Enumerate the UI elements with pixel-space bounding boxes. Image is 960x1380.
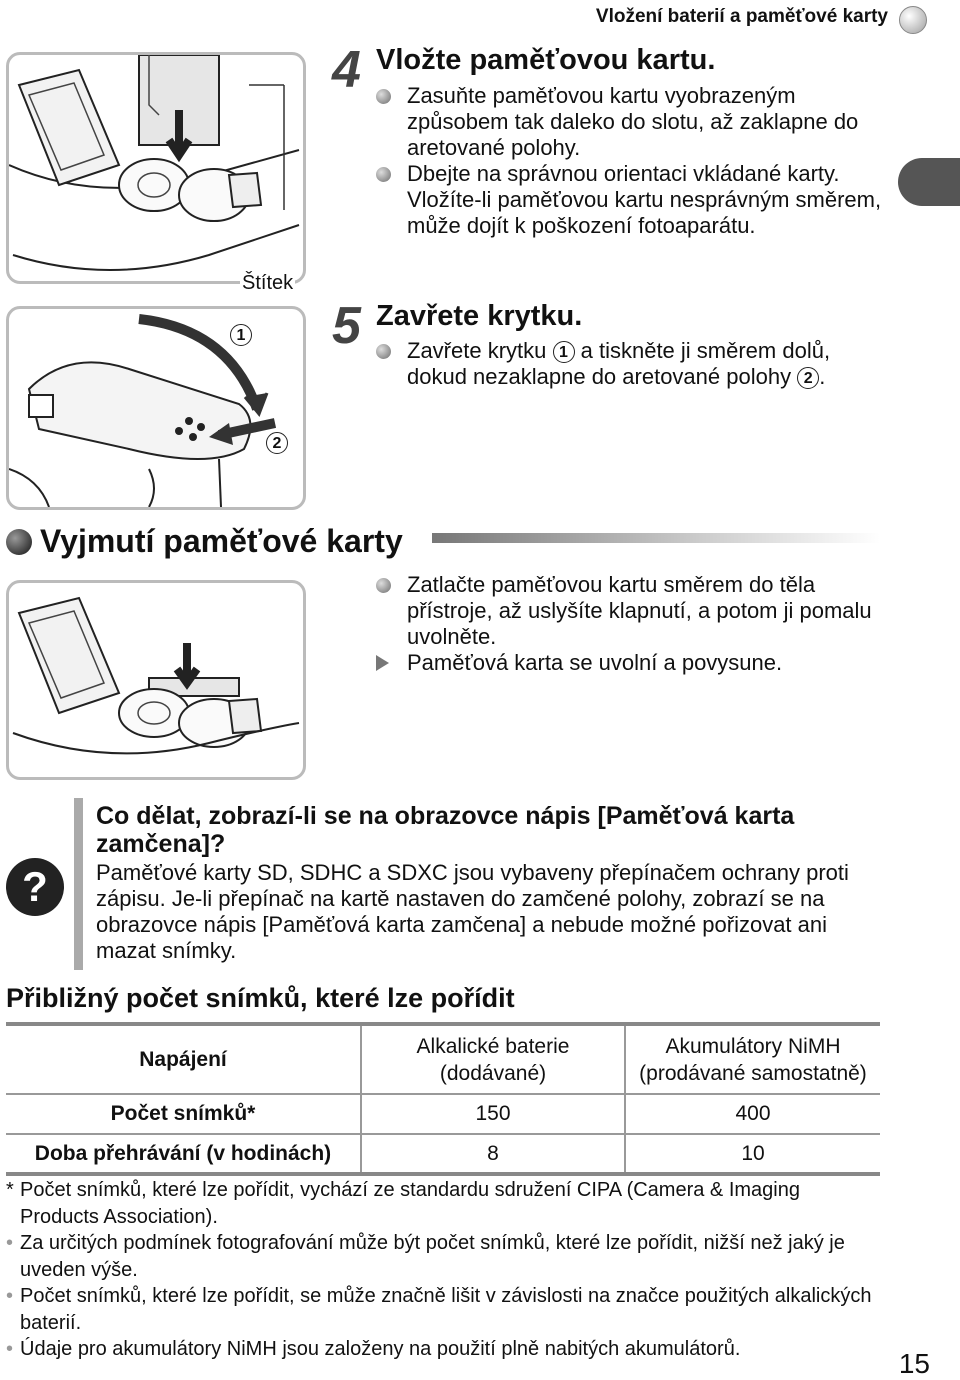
list-item — [376, 338, 886, 390]
result-item: Paměťová karta se uvolní a povysune. — [376, 650, 876, 676]
list-item — [6, 1230, 880, 1283]
step-4-title: Vložte paměťovou kartu. — [376, 44, 716, 76]
list-item: Dbejte na správnou orientaci vkládané karty. Vložíte-li paměťovou kartu nesprávným směrem, může dojít k poškození fotoaparátu. — [376, 161, 886, 239]
col2-line2: (prodávané samostatně) — [639, 1061, 867, 1085]
card-remove-illustration — [6, 580, 306, 780]
shots-table — [6, 1022, 880, 1176]
note-text: Údaje pro akumulátory NiMH jsou založeny na použití plně nabitých akumulátorů. — [20, 1338, 741, 1360]
note-text: Za určitých podmínek fotografování může být počet snímků, které lze pořídit, nižší než jaký je uveden výše. — [20, 1232, 845, 1281]
footnote-star — [6, 1177, 880, 1230]
shots-title: Přibližný počet snímků, které lze pořídit — [6, 983, 515, 1013]
marker-1: 1 — [553, 341, 575, 363]
bullet-mark: • — [6, 1232, 14, 1254]
section-bullet-icon — [6, 529, 32, 555]
col1-line1: Alkalické baterie — [416, 1034, 570, 1058]
faq-title: Co dělat, zobrazí-li se na obrazovce nápis [Paměťová karta zamčena]? — [96, 802, 795, 858]
faq-side-bar — [74, 798, 83, 970]
faq-body: Paměťové karty SD, SDHC a SDXC jsou vybaveny přepínačem ochrany proti zápisu. Je-li přepínač na kartě nastaven do zamčené polohy, zobrazí se na obrazovce nápis [Paměťová karta zamčena] a nebude možné pořizovat ani mazat snímky. — [96, 860, 849, 963]
step-5-text-a: Zavřete krytku — [407, 338, 547, 363]
step-4-bullets — [376, 83, 886, 239]
list-item: Zatlačte paměťovou kartu směrem do těla přístroje, až uslyšíte klapnutí, a potom ji pomalu uvolněte. — [376, 572, 876, 650]
table-cell: 400 — [625, 1094, 880, 1134]
table-row — [6, 1134, 880, 1174]
table-col-header — [361, 1024, 625, 1094]
step-5-title: Zavřete krytku. — [376, 300, 583, 332]
step-5-bullets — [376, 338, 886, 390]
table-cell: 10 — [625, 1134, 880, 1174]
table-cell: Počet snímků* — [6, 1094, 361, 1134]
table-header-label: Napájení — [6, 1024, 361, 1094]
removal-bullets — [376, 572, 876, 676]
illustration-marker-1: 1 — [230, 324, 252, 346]
table-cell: Doba přehrávání (v hodinách) — [6, 1134, 361, 1174]
list-item — [6, 1283, 880, 1336]
label-stitek: Štítek — [242, 272, 294, 294]
header-circle-icon — [899, 6, 927, 34]
step-5-number: 5 — [332, 297, 361, 355]
table-cell: 150 — [361, 1094, 625, 1134]
step-5-text-b: a tiskněte ji směrem dolů, dokud nezaklapne do aretované polohy — [407, 338, 831, 389]
col1-line2: (dodávané) — [439, 1061, 547, 1085]
chapter-tab — [898, 158, 960, 206]
close-cover-illustration — [6, 306, 306, 510]
table-row — [6, 1094, 880, 1134]
footnote-text: Počet snímků, které lze pořídit, vychází ze standardu sdružení CIPA (Camera & Imaging Products Association). — [20, 1179, 800, 1228]
section-title-removal: Vyjmutí paměťové karty — [40, 523, 403, 559]
note-text: Počet snímků, které lze pořídit, se může značně lišit v závislosti na značce použitých alkalických baterií. — [20, 1285, 872, 1334]
marker-2: 2 — [797, 367, 819, 389]
question-icon: ? — [6, 858, 64, 916]
bullet-mark: • — [6, 1285, 14, 1307]
step-5-text-c: . — [819, 364, 826, 389]
step-4-number: 4 — [332, 41, 361, 99]
footnotes — [6, 1177, 880, 1363]
star-mark: * — [6, 1179, 14, 1201]
page-header-title: Vložení baterií a paměťové karty — [595, 6, 888, 27]
bullet-mark: • — [6, 1338, 14, 1360]
table-cell: 8 — [361, 1134, 625, 1174]
illustration-marker-2: 2 — [266, 432, 288, 454]
list-item — [6, 1336, 880, 1363]
col2-line1: Akumulátory NiMH — [665, 1034, 841, 1058]
table-col-header — [625, 1024, 880, 1094]
page-number: 15 — [898, 1348, 930, 1379]
card-insert-illustration — [6, 52, 306, 284]
section-divider — [432, 533, 880, 543]
list-item: Zasuňte paměťovou kartu vyobrazeným způsobem tak daleko do slotu, až zaklapne do aretované polohy. — [376, 83, 886, 161]
